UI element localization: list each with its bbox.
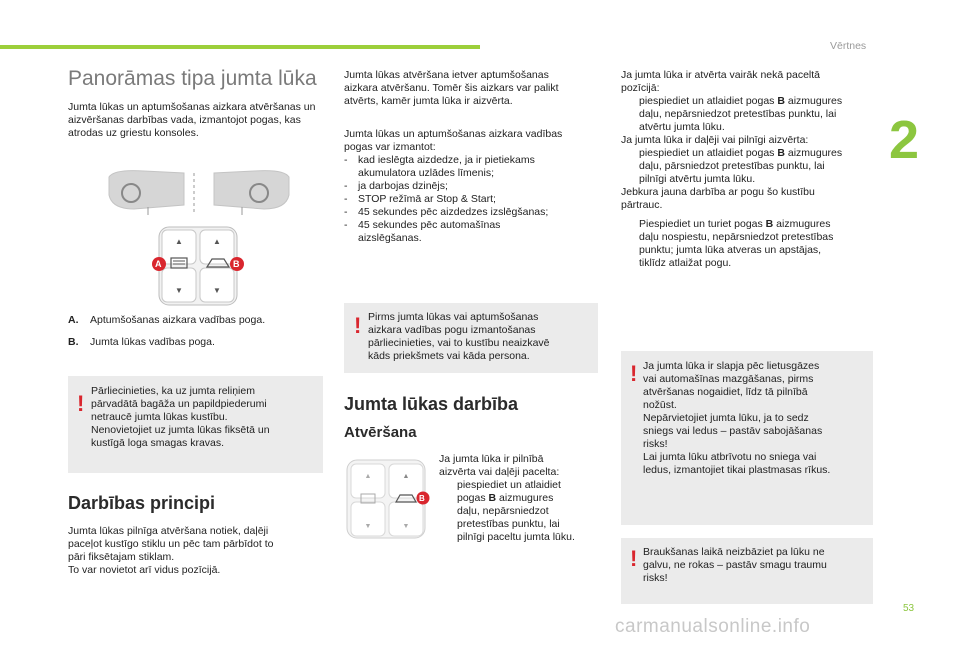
- col3-instructions: [621, 69, 871, 270]
- opening-instructions: [439, 453, 599, 544]
- chapter-number: 2: [889, 110, 920, 170]
- button-ref: B: [777, 147, 785, 159]
- text-line: Jumta lūkas atvēršana ietver aptumšošanas: [344, 69, 549, 81]
- text-line: aizkara atvēršanu. Tomēr šis aizkars var palikt: [344, 82, 559, 94]
- text-segment: aizmugures: [784, 147, 843, 159]
- warning-line: galvu, ne rokas – pastāv smagu traumu: [643, 559, 827, 571]
- warning-line: Pārliecinieties, ka uz jumta reliņiem: [91, 385, 255, 397]
- list-item: [344, 193, 599, 206]
- legend-item-a: [68, 314, 318, 327]
- text-line: daļu, pārsniedzot pretestības punktu, lai: [639, 160, 825, 172]
- console-figure: [104, 165, 294, 310]
- text-line: daļu, nepārsniedzot: [457, 505, 549, 517]
- text-line: 45 sekundes pēc automašīnas: [358, 219, 501, 231]
- list-item: [344, 180, 599, 193]
- warning-line: sniegs vai ledus – pastāv sabojāšanas: [643, 425, 823, 437]
- text-line: pretestības punktu, lai: [457, 518, 560, 530]
- text-line: atvērts, kamēr jumta lūka ir aizvērta.: [344, 95, 513, 107]
- text-line: kad ieslēgta aizdedze, ja ir pietiekams: [358, 154, 535, 166]
- text-line: tiklīdz atlaižat pogu.: [639, 257, 732, 269]
- text-line: pārtrauc.: [621, 199, 663, 211]
- operation-heading: Jumta lūkas darbība: [344, 394, 519, 414]
- page-number: 53: [903, 603, 915, 614]
- text-line: daļu nospiestu, nepārsniedzot pretestības: [639, 231, 834, 243]
- list-item: [621, 95, 871, 134]
- dash-marker: -: [344, 193, 348, 205]
- intro-paragraph: [68, 101, 318, 140]
- text-line: STOP režīmā ar Stop & Start;: [358, 193, 496, 205]
- warning-line: vai automašīnas mazgāšanas, pirms: [643, 373, 814, 385]
- legend-text: Jumta lūkas vadības poga.: [90, 336, 215, 348]
- warning-line: risks!: [643, 572, 668, 584]
- warning-line: Braukšanas laikā neizbāziet pa lūku ne: [643, 546, 825, 558]
- legend-key: A.: [68, 314, 79, 326]
- figure-label-b: B: [233, 259, 240, 269]
- warning-text: [643, 360, 830, 477]
- svg-text:▲: ▲: [213, 237, 221, 246]
- warning-line: netraucē jumta lūkas kustību.: [91, 411, 228, 423]
- col2-paragraph-1: [344, 69, 599, 108]
- list-item: [621, 218, 871, 270]
- dash-marker: -: [344, 180, 348, 192]
- text-line: Ja jumta lūka ir pilnībā: [439, 453, 544, 465]
- warning-line: risks!: [643, 438, 668, 450]
- warning-line: kāds priekšmets vai kāda persona.: [368, 350, 530, 362]
- text-line: Ja jumta lūka ir atvērta vairāk nekā paceltā: [621, 69, 821, 81]
- text-line: Jumta lūkas un aptumšošanas aizkara vadības: [344, 128, 563, 140]
- text-segment: Piespiediet un turiet pogas: [639, 218, 766, 230]
- button-illustration: [345, 458, 430, 543]
- watermark: carmanualsonline.info: [615, 616, 811, 637]
- warning-icon: !: [630, 546, 638, 571]
- text-segment: piespiediet un atlaidiet pogas: [639, 95, 778, 107]
- text-line: Ja jumta lūka ir daļēji vai pilnīgi aizvērta:: [621, 134, 809, 146]
- warning-icon: !: [77, 391, 85, 416]
- legend-text: Aptumšošanas aizkara vadības poga.: [90, 314, 266, 326]
- button-ref: B: [765, 218, 774, 230]
- text-line: [457, 492, 599, 505]
- warning-box-luggage: [68, 376, 323, 473]
- warning-line: kustīgā loga smagas kravas.: [91, 437, 225, 449]
- text-line: ja darbojas dzinējs;: [358, 180, 448, 192]
- warning-icon: !: [630, 361, 638, 386]
- principles-text: [68, 525, 323, 577]
- text-line: paceļot kustīgo stiklu un pēc tam pārbīdot to: [68, 538, 274, 550]
- legend-item-b: [68, 336, 318, 349]
- text-line: To var novietot arī vidus pozīcijā.: [68, 564, 221, 576]
- svg-text:▼: ▼: [175, 286, 183, 295]
- warning-box-driving: [621, 538, 873, 604]
- text-line: akumulatora uzlādes līmenis;: [358, 167, 494, 179]
- text-line: Jebkura jauna darbība ar pogu šo kustību: [621, 186, 815, 198]
- text-line: [639, 218, 871, 231]
- text-line: pāri fiksētajam stiklam.: [68, 551, 175, 563]
- warning-line: nožūst.: [643, 399, 677, 411]
- svg-text:▲: ▲: [175, 237, 183, 246]
- text-line: pogas var izmantot:: [344, 141, 436, 153]
- figure-label-a: A: [155, 259, 162, 269]
- warning-line: aizkara vadības pogu izmantošanas: [368, 324, 536, 336]
- opening-heading: Atvēršana: [344, 424, 417, 441]
- text-line: piespiediet un atlaidiet: [457, 479, 561, 491]
- text-line: pilnīgi paceltu jumta lūku.: [457, 531, 575, 543]
- button-ref: B: [777, 95, 785, 107]
- text-line: daļu, nepārsniedzot pretestības punktu, lai: [639, 108, 837, 120]
- text-segment: pogas: [457, 492, 489, 504]
- text-segment: aizmugures: [773, 218, 831, 230]
- list-item: [344, 154, 599, 180]
- warning-icon: !: [354, 313, 362, 338]
- list-item: [344, 206, 599, 219]
- text-segment: aizmugures: [784, 95, 843, 107]
- text-line: [639, 95, 871, 108]
- text-line: aizvērta vai daļēji pacelta:: [439, 466, 560, 478]
- svg-text:▼: ▼: [364, 523, 372, 530]
- page-title: Panorāmas tipa jumta lūka: [68, 67, 317, 90]
- list-item: [621, 147, 871, 186]
- figure-label-b: B: [419, 494, 425, 503]
- warning-line: atvēršanas nogaidiet, līdz tā pilnībā: [643, 386, 808, 398]
- warning-box-obstruction: [344, 303, 598, 373]
- warning-line: Lai jumta lūku atbrīvotu no sniega vai: [643, 451, 817, 463]
- legend: [68, 314, 318, 358]
- warning-text: [368, 311, 550, 363]
- list-item: [344, 219, 599, 245]
- text-segment: piespiediet un atlaidiet pogas: [639, 147, 778, 159]
- button-ref: B: [488, 492, 497, 504]
- conditions-list: [344, 154, 599, 245]
- text-line: punktu; jumta lūka atveras un apstājas,: [639, 244, 822, 256]
- warning-text: [91, 385, 270, 450]
- dash-marker: -: [344, 219, 348, 231]
- text-line: aizslēgšanas.: [358, 232, 422, 244]
- list-item: [439, 479, 599, 544]
- warning-line: pārliecinieties, vai to kustību neaizkavē: [368, 337, 550, 349]
- principles-heading: Darbības principi: [68, 493, 216, 513]
- warning-line: pārvadātā bagāža un papildpiederumi: [91, 398, 267, 410]
- text-line: atvērtu jumta lūku.: [639, 121, 725, 133]
- top-accent-bar: [0, 45, 480, 49]
- text-line: pozīcijā:: [621, 82, 660, 94]
- text-line: [639, 147, 871, 160]
- text-line: Jumta lūkas pilnīga atvēršana notiek, daļēji: [68, 525, 269, 537]
- col2-paragraph-2: [344, 128, 599, 245]
- warning-line: ledus, izmantojiet tikai plastmasas rīkus.: [643, 464, 831, 476]
- text-line: pilnīgi atvērtu jumta lūku.: [639, 173, 756, 185]
- legend-key: B.: [68, 336, 79, 348]
- warning-line: Nenovietojiet uz jumta lūkas fiksētā un: [91, 424, 270, 436]
- warning-text: [643, 546, 827, 585]
- button-figure: [345, 458, 430, 543]
- svg-text:▼: ▼: [402, 523, 410, 530]
- dash-marker: -: [344, 154, 348, 166]
- console-illustration: [104, 165, 294, 310]
- text-line: 45 sekundes pēc aizdedzes izslēgšanas;: [358, 206, 549, 218]
- text-segment: aizmugures: [496, 492, 554, 504]
- warning-line: Pirms jumta lūkas vai aptumšošanas: [368, 311, 539, 323]
- dash-marker: -: [344, 206, 348, 218]
- svg-text:▲: ▲: [402, 473, 410, 480]
- intro-text: Jumta lūkas un aptumšošanas aizkara atvēršanas un aizvēršanas darbības vada, izmantojot pogas, kas atrodas uz griestu konsoles.: [68, 101, 316, 139]
- section-label: Vērtnes: [830, 40, 867, 52]
- warning-box-wet-snow: [621, 351, 873, 525]
- svg-text:▲: ▲: [364, 473, 372, 480]
- warning-line: Nepārvietojiet jumta lūku, ja to sedz: [643, 412, 809, 424]
- warning-line: Ja jumta lūka ir slapja pēc lietusgāzes: [643, 360, 820, 372]
- svg-text:▼: ▼: [213, 286, 221, 295]
